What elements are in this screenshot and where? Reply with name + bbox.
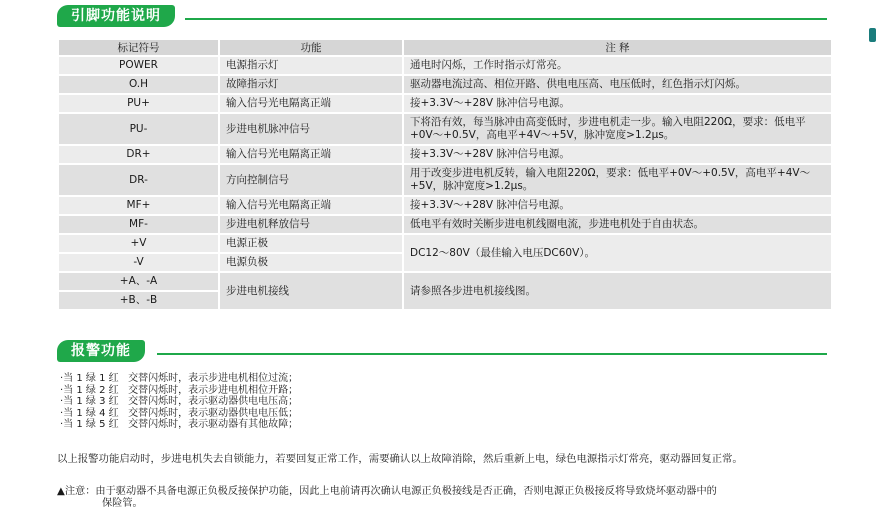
cell-note: 驱动器电流过高、相位开路、供电电压高、电压低时，红色指示灯闪烁。 <box>404 76 831 93</box>
cell-note: 通电时闪烁，工作时指示灯常亮。 <box>404 57 831 74</box>
cell-symbol: O.H <box>59 76 218 93</box>
cell-function: 步进电机脉冲信号 <box>220 114 402 144</box>
cell-note: 接+3.3V～+28V 脉冲信号电源。 <box>404 95 831 112</box>
cell-function: 故障指示灯 <box>220 76 402 93</box>
column-header-function: 功能 <box>220 40 402 55</box>
list-item: ·当 1 绿 3 红 交替闪烁时，表示驱动器供电电压高； <box>60 396 299 408</box>
cell-function: 电源负极 <box>220 254 402 271</box>
table-row <box>59 95 831 112</box>
table-row <box>59 216 831 233</box>
list-item: ·当 1 绿 2 红 交替闪烁时，表示步进电机相位开路； <box>60 384 299 396</box>
note-line-2: 保险管。 <box>102 498 143 509</box>
cell-note: 用于改变步进电机反转，输入电阻220Ω，要求：低电平+0V～+0.5V，高电平+4V～+5V，脉冲宽度>1.2μs。 <box>404 165 831 195</box>
cell-note: 低电平有效时关断步进电机线圈电流，步进电机处于自由状态。 <box>404 216 831 233</box>
cell-function: 输入信号光电隔离正端 <box>220 95 402 112</box>
table-row <box>59 146 831 163</box>
section-title-pin-functions: 引脚功能说明 <box>57 5 175 27</box>
cell-function: 输入信号光电隔离正端 <box>220 146 402 163</box>
list-item: ·当 1 绿 1 红 交替闪烁时，表示步进电机相位过流； <box>60 373 299 384</box>
table-row <box>59 273 831 290</box>
cell-function: 电源指示灯 <box>220 57 402 74</box>
cell-function: 步进电机接线 <box>220 273 402 309</box>
table-header-row <box>59 40 831 55</box>
cell-function: 方向控制信号 <box>220 165 402 195</box>
cell-symbol: PU+ <box>59 95 218 112</box>
list-item: ·当 1 绿 5 红 交替闪烁时，表示驱动器有其他故障； <box>60 419 299 431</box>
cell-note: DC12～80V（最佳输入电压DC60V）。 <box>404 235 831 271</box>
cell-symbol: PU- <box>59 114 218 144</box>
section-title-alarm: 报警功能 <box>57 340 145 362</box>
section-divider <box>185 18 827 20</box>
cell-symbol: MF- <box>59 216 218 233</box>
list-item: ·当 1 绿 4 红 交替闪烁时，表示驱动器供电电压低； <box>60 407 299 419</box>
column-header-symbol: 标记符号 <box>59 40 218 55</box>
cell-note: 请参照各步进电机接线图。 <box>404 273 831 309</box>
cell-note: 接+3.3V～+28V 脉冲信号电源。 <box>404 197 831 214</box>
cell-note: 下将沿有效，每当脉冲由高变低时，步进电机走一步。输入电阻220Ω，要求：低电平+0V～+0.5V，高电平+4V～+5V，脉冲宽度>1.2μs。 <box>404 114 831 144</box>
cell-symbol: POWER <box>59 57 218 74</box>
cell-symbol: +V <box>59 235 218 252</box>
pin-function-table <box>57 38 833 311</box>
cell-note: 接+3.3V～+28V 脉冲信号电源。 <box>404 146 831 163</box>
table-row <box>59 235 831 252</box>
alarm-list <box>60 373 298 431</box>
section-header-alarm <box>57 340 827 362</box>
cell-symbol: DR- <box>59 165 218 195</box>
table-row <box>59 197 831 214</box>
cell-symbol: +B、-B <box>59 292 218 309</box>
page-edge-marker <box>869 28 876 42</box>
alarm-description-paragraph: 以上报警功能启动时，步进电机失去自锁能力，若要回复正常工作，需要确认以上故障消除，然后重新上电，绿色电源指示灯常亮，驱动器回复正常。 <box>57 453 743 465</box>
section-header-pin-functions <box>57 5 827 27</box>
column-header-note: 注 释 <box>404 40 831 55</box>
note-prefix: ▲注意： <box>57 486 96 497</box>
cell-function: 步进电机释放信号 <box>220 216 402 233</box>
cell-symbol: DR+ <box>59 146 218 163</box>
section-divider <box>157 353 827 355</box>
table-row <box>59 114 831 144</box>
table-row <box>59 165 831 195</box>
cell-symbol: +A、-A <box>59 273 218 290</box>
table-row <box>59 57 831 74</box>
table-row <box>59 76 831 93</box>
warning-note <box>57 486 827 510</box>
cell-function: 电源正极 <box>220 235 402 252</box>
cell-symbol: -V <box>59 254 218 271</box>
note-line-1: 由于驱动器不具备电源正负极反接保护功能，因此上电前请再次确认电源正负极接线是否正确，否则电源正负极接反将导致烧坏驱动器中的 <box>95 486 717 497</box>
cell-symbol: MF+ <box>59 197 218 214</box>
cell-function: 输入信号光电隔离正端 <box>220 197 402 214</box>
